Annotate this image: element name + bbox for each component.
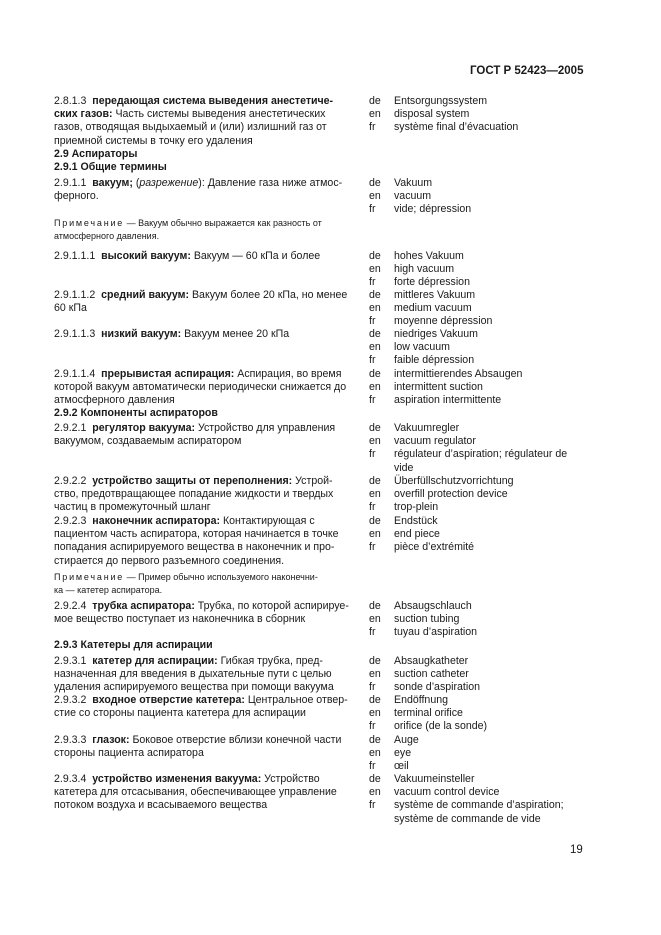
entry-2-9-3-2 bbox=[54, 694, 348, 720]
term-de: Absaugschlauch bbox=[394, 600, 472, 612]
entry-definition: Контактирующая с bbox=[220, 515, 315, 527]
translations bbox=[394, 475, 514, 515]
entry-definition: стие со стороны пациента катетера для аспирации bbox=[54, 707, 306, 720]
lang-de: de bbox=[369, 95, 381, 107]
lang-fr: fr bbox=[369, 354, 376, 367]
entry-definition: Гибкая трубка, пред- bbox=[217, 655, 323, 667]
lang-de: de bbox=[369, 734, 381, 746]
entry-2-9-3-1 bbox=[54, 655, 334, 695]
entry-definition: Вакуум менее 20 кПа bbox=[181, 328, 290, 340]
translations bbox=[394, 515, 474, 555]
note-text: ка — катетер аспиратора. bbox=[54, 584, 163, 595]
lang-codes bbox=[369, 734, 381, 774]
term-en: intermittent suction bbox=[394, 381, 483, 394]
term-de: Endöffnung bbox=[394, 694, 449, 706]
term-fr: œil bbox=[394, 760, 409, 773]
entry-number: 2.9.3.1 bbox=[54, 655, 87, 667]
lang-fr: fr bbox=[369, 626, 376, 639]
lang-codes bbox=[369, 773, 381, 813]
section-heading: 2.9.1 Общие термины bbox=[54, 161, 167, 173]
entry-2-9-2-2 bbox=[54, 475, 333, 515]
note-text: атмосферного давления. bbox=[54, 230, 160, 241]
term-fr: moyenne dépression bbox=[394, 315, 493, 328]
lang-en: en bbox=[369, 381, 381, 394]
lang-en: en bbox=[369, 613, 381, 626]
lang-fr: fr bbox=[369, 448, 376, 461]
entry-definition: приемной системы в точку его удаления bbox=[54, 134, 253, 147]
term-de: intermittierendes Absaugen bbox=[394, 368, 523, 380]
entry-definition: Вакуум более 20 кПа, но менее bbox=[189, 289, 348, 301]
term-en: vacuum control device bbox=[394, 786, 500, 799]
entry-definition: частиц в промежуточный шланг bbox=[54, 501, 211, 514]
entry-number: 2.9.1.1 bbox=[54, 177, 87, 189]
entry-term: регулятор вакуума: bbox=[92, 422, 195, 434]
term-fr: forte dépression bbox=[394, 276, 470, 289]
term-de: Entsorgungssystem bbox=[394, 95, 488, 107]
lang-fr: fr bbox=[369, 121, 376, 134]
lang-fr: fr bbox=[369, 720, 376, 733]
term-de: niedriges Vakuum bbox=[394, 328, 479, 340]
term-fr: aspiration intermittente bbox=[394, 394, 502, 407]
entry-2-9-2-4 bbox=[54, 600, 349, 626]
entry-2-9-2-1 bbox=[54, 422, 335, 448]
entry-number: 2.9.2.4 bbox=[54, 600, 87, 612]
translations bbox=[394, 422, 567, 475]
translations bbox=[394, 250, 470, 290]
entry-number: 2.9.3.3 bbox=[54, 734, 87, 746]
lang-de: de bbox=[369, 177, 381, 189]
lang-en: en bbox=[369, 108, 381, 121]
translations bbox=[394, 655, 480, 695]
entry-definition: попадания аспирируемого вещества в наконечник и про- bbox=[54, 541, 335, 554]
entry-definition: стирается до первого разъемного соединения. bbox=[54, 554, 285, 567]
lang-fr: fr bbox=[369, 799, 376, 812]
standard-header: ГОСТ Р 52423—2005 bbox=[470, 65, 584, 77]
lang-en: en bbox=[369, 528, 381, 541]
entry-definition: Боковое отверстие вблизи конечной части bbox=[129, 734, 342, 746]
lang-codes bbox=[369, 600, 381, 640]
entry-number: 2.9.2.3 bbox=[54, 515, 87, 527]
note-label: Примечание bbox=[54, 218, 125, 228]
entry-2-9-3-3 bbox=[54, 734, 341, 760]
entry-number: 2.9.1.1.1 bbox=[54, 250, 96, 262]
lang-de: de bbox=[369, 655, 381, 667]
entry-term: входное отверстие катетера: bbox=[92, 694, 245, 706]
term-en: overfill protection device bbox=[394, 488, 508, 501]
entry-definition: катетера для отсасывания, обеспечивающее управление bbox=[54, 786, 337, 799]
note-label: Примечание bbox=[54, 572, 125, 582]
lang-de: de bbox=[369, 515, 381, 527]
entry-definition: Устрой- bbox=[292, 475, 333, 487]
entry-definition: Устройство для управления bbox=[195, 422, 336, 434]
lang-codes bbox=[369, 95, 381, 135]
entry-term: устройство защиты от переполнения: bbox=[92, 475, 293, 487]
lang-fr: fr bbox=[369, 203, 376, 216]
entry-term: передающая система выведения анестетиче- bbox=[92, 95, 334, 107]
entry-term: катетер для аспирации: bbox=[92, 655, 218, 667]
translations bbox=[394, 95, 518, 135]
lang-fr: fr bbox=[369, 541, 376, 554]
term-en: disposal system bbox=[394, 108, 470, 121]
entry-term: прерывистая аспирация: bbox=[101, 368, 235, 380]
term-fr: vide; dépression bbox=[394, 203, 472, 216]
entry-definition: атмосферного давления bbox=[54, 394, 175, 407]
translations bbox=[394, 328, 478, 368]
lang-de: de bbox=[369, 328, 381, 340]
term-de: Auge bbox=[394, 734, 419, 746]
lang-fr: fr bbox=[369, 315, 376, 328]
lang-de: de bbox=[369, 289, 381, 301]
term-fr: orifice (de la sonde) bbox=[394, 720, 488, 733]
entry-number: 2.8.1.3 bbox=[54, 95, 87, 107]
lang-codes bbox=[369, 289, 381, 329]
entry-definition: ство, предотвращающее попадание жидкости и твердых bbox=[54, 488, 334, 501]
term-en: suction tubing bbox=[394, 613, 460, 626]
term-de: Absaugkatheter bbox=[394, 655, 469, 667]
lang-en: en bbox=[369, 668, 381, 681]
entry-term: наконечник аспиратора: bbox=[92, 515, 221, 527]
term-fr: trop-plein bbox=[394, 501, 439, 514]
lang-en: en bbox=[369, 190, 381, 203]
entry-definition: Аспирация, во время bbox=[234, 368, 342, 380]
note bbox=[54, 217, 322, 242]
paren: ( bbox=[132, 177, 140, 189]
entry-definition: Трубка, по которой аспирируе- bbox=[194, 600, 349, 612]
entry-number: 2.9.1.1.4 bbox=[54, 368, 96, 380]
entry-2-9-1-1-1 bbox=[54, 250, 320, 263]
entry-definition: газов, отводящая выдыхаемый и (или) излишний газ от bbox=[54, 121, 327, 134]
section-heading: 2.9.3 Катетеры для аспирации bbox=[54, 639, 213, 651]
term-en: vacuum regulator bbox=[394, 435, 476, 448]
term-en: eye bbox=[394, 747, 412, 760]
entry-number: 2.9.3.2 bbox=[54, 694, 87, 706]
entry-term: устройство изменения вакуума: bbox=[92, 773, 262, 785]
lang-en: en bbox=[369, 707, 381, 720]
term-de: Überfüllschutzvorrichtung bbox=[394, 475, 514, 487]
entry-alt-term: разрежение bbox=[139, 177, 199, 189]
term-en: low vacuum bbox=[394, 341, 450, 354]
term-fr: système final d’évacuation bbox=[394, 121, 519, 134]
lang-codes bbox=[369, 422, 381, 462]
lang-codes bbox=[369, 694, 381, 734]
lang-en: en bbox=[369, 263, 381, 276]
entry-term: низкий вакуум: bbox=[101, 328, 182, 340]
term-de: hohes Vakuum bbox=[394, 250, 464, 262]
entry-definition: которой вакуум автоматически периодически снижается до bbox=[54, 381, 347, 394]
term-en: vacuum bbox=[394, 190, 432, 203]
entry-2-9-1-1-2 bbox=[54, 289, 347, 315]
entry-definition: 60 кПа bbox=[54, 302, 87, 315]
entry-2-9-1-1 bbox=[54, 177, 342, 203]
lang-codes bbox=[369, 475, 381, 515]
entry-term-cont: ских газов: bbox=[54, 108, 113, 121]
lang-en: en bbox=[369, 435, 381, 448]
term-de: Endstück bbox=[394, 515, 438, 527]
lang-codes bbox=[369, 515, 381, 555]
translations bbox=[394, 177, 471, 217]
term-de: Vakuumeinsteller bbox=[394, 773, 475, 785]
lang-codes bbox=[369, 655, 381, 695]
entry-number: 2.9.2.1 bbox=[54, 422, 87, 434]
entry-number: 2.9.3.4 bbox=[54, 773, 87, 785]
term-fr: système de commande d’aspiration; bbox=[394, 799, 564, 812]
entry-definition: потоком воздуха и всасываемого вещества bbox=[54, 799, 268, 812]
lang-fr: fr bbox=[369, 681, 376, 694]
entry-2-9-3-4 bbox=[54, 773, 337, 813]
entry-term: высокий вакуум: bbox=[101, 250, 191, 262]
term-de: Vakuumregler bbox=[394, 422, 460, 434]
entry-definition: Часть системы выведения анестетических bbox=[112, 108, 326, 121]
entry-number: 2.9.1.1.3 bbox=[54, 328, 96, 340]
entry-2-9-1-1-4 bbox=[54, 368, 346, 408]
section-heading: 2.9.2 Компоненты аспираторов bbox=[54, 407, 218, 419]
lang-codes bbox=[369, 177, 381, 217]
translations bbox=[394, 773, 564, 826]
term-fr: faible dépression bbox=[394, 354, 475, 367]
section-heading: 2.9 Аспираторы bbox=[54, 148, 138, 160]
entry-term: вакуум; bbox=[92, 177, 133, 189]
term-fr: tuyau d’aspiration bbox=[394, 626, 478, 639]
translations bbox=[394, 694, 487, 734]
translations bbox=[394, 600, 477, 640]
term-en: high vacuum bbox=[394, 263, 455, 276]
term-en: medium vacuum bbox=[394, 302, 472, 315]
entry-term: трубка аспиратора: bbox=[92, 600, 195, 612]
term-fr-cont: système de commande de vide bbox=[394, 812, 541, 825]
entry-term: глазок: bbox=[92, 734, 130, 746]
entry-definition: Давление газа ниже атмос- bbox=[204, 177, 343, 189]
lang-de: de bbox=[369, 422, 381, 434]
note-text: — Пример обычно используемого наконечни- bbox=[124, 572, 318, 582]
entry-definition: Центральное отвер- bbox=[244, 694, 348, 706]
paren: ): bbox=[198, 177, 205, 189]
lang-en: en bbox=[369, 341, 381, 354]
term-en: suction catheter bbox=[394, 668, 469, 681]
lang-de: de bbox=[369, 694, 381, 706]
entry-number: 2.9.2.2 bbox=[54, 475, 87, 487]
lang-de: de bbox=[369, 600, 381, 612]
lang-codes bbox=[369, 328, 381, 368]
lang-fr: fr bbox=[369, 394, 376, 407]
entry-definition: вакуумом, создаваемым аспиратором bbox=[54, 435, 242, 448]
entry-definition: Устройство bbox=[261, 773, 320, 785]
entry-term: средний вакуум: bbox=[101, 289, 190, 301]
lang-de: de bbox=[369, 475, 381, 487]
term-de: Vakuum bbox=[394, 177, 433, 189]
lang-de: de bbox=[369, 773, 381, 785]
entry-definition: назначенная для введения в дыхательные пути с целью bbox=[54, 668, 332, 681]
entry-definition: стороны пациента аспиратора bbox=[54, 747, 204, 760]
lang-codes bbox=[369, 250, 381, 290]
entry-definition: пациентом часть аспиратора, которая начинается в точке bbox=[54, 528, 339, 541]
term-fr: pièce d’extrémité bbox=[394, 541, 475, 554]
entry-2-8-1-3 bbox=[54, 95, 333, 148]
lang-en: en bbox=[369, 302, 381, 315]
note-text: — Вакуум обычно выражается как разность от bbox=[124, 218, 322, 228]
term-fr: régulateur d’aspiration; régulateur de bbox=[394, 448, 568, 461]
translations bbox=[394, 734, 419, 774]
lang-fr: fr bbox=[369, 760, 376, 773]
entry-2-9-2-3 bbox=[54, 515, 338, 568]
lang-en: en bbox=[369, 786, 381, 799]
entry-2-9-1-1-3 bbox=[54, 328, 289, 341]
translations bbox=[394, 289, 492, 329]
term-en: terminal orifice bbox=[394, 707, 463, 720]
lang-fr: fr bbox=[369, 501, 376, 514]
entry-definition: Вакуум — 60 кПа и более bbox=[190, 250, 321, 262]
entry-definition: ферного. bbox=[54, 190, 99, 203]
term-fr: sonde d’aspiration bbox=[394, 681, 480, 694]
note bbox=[54, 571, 318, 596]
entry-definition: мое вещество поступает из наконечника в сборник bbox=[54, 613, 306, 626]
entry-definition: удаления аспирируемого вещества при помощи вакуума bbox=[54, 681, 334, 694]
translations bbox=[394, 368, 522, 408]
term-en: end piece bbox=[394, 528, 440, 541]
entry-number: 2.9.1.1.2 bbox=[54, 289, 96, 301]
lang-en: en bbox=[369, 488, 381, 501]
lang-en: en bbox=[369, 747, 381, 760]
lang-de: de bbox=[369, 368, 381, 380]
lang-de: de bbox=[369, 250, 381, 262]
term-de: mittleres Vakuum bbox=[394, 289, 476, 301]
lang-codes bbox=[369, 368, 381, 408]
term-fr-cont: vide bbox=[394, 461, 414, 474]
lang-fr: fr bbox=[369, 276, 376, 289]
page-number: 19 bbox=[570, 844, 583, 856]
